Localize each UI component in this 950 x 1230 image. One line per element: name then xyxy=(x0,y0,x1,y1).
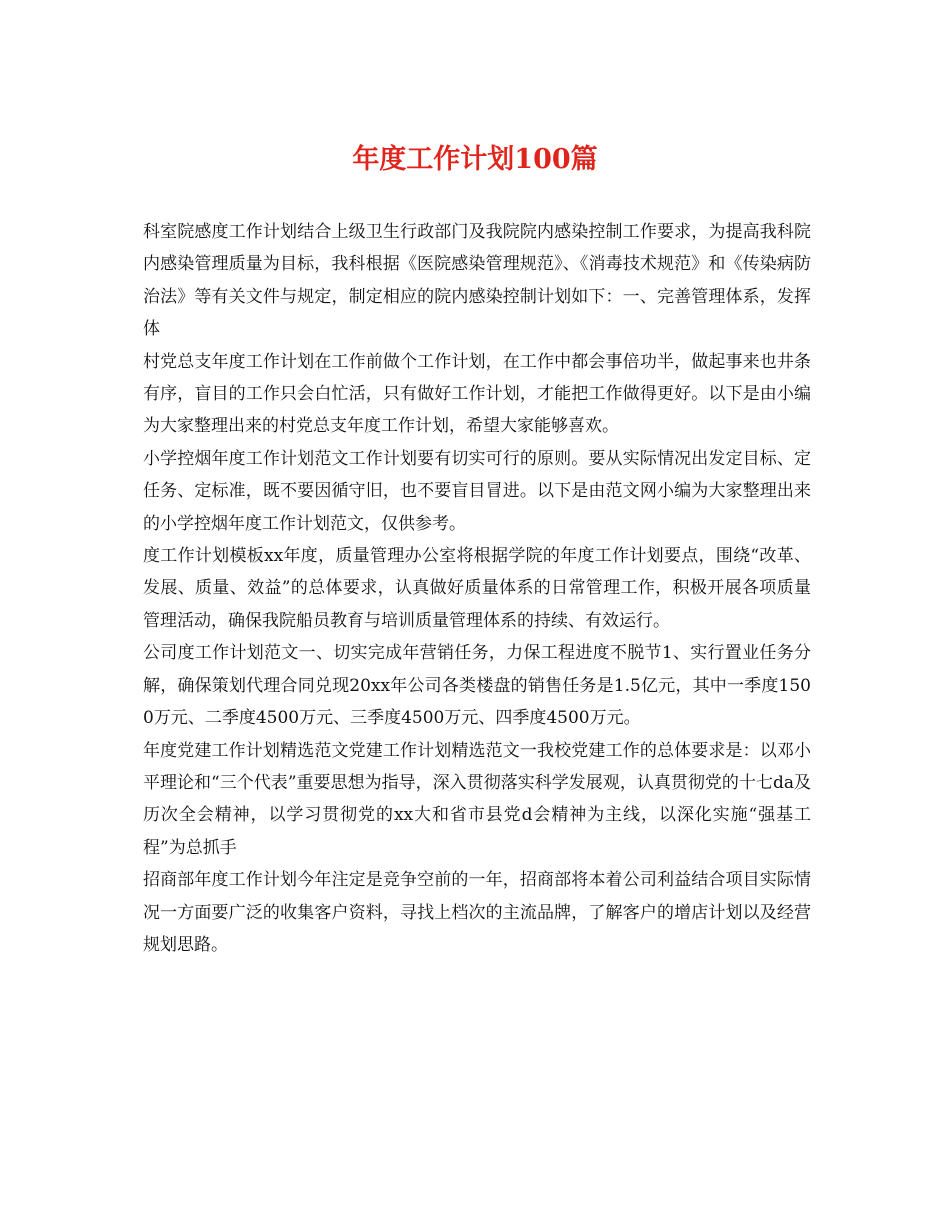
paragraph-investment-department-plan: 招商部年度工作计划今年注定是竞争空前的一年，招商部将本着公司利益结合项目实际情况一方面要广泛的收集客户资料，寻找上档次的主流品牌，了解客户的增店计划以及经营规划思路。 xyxy=(143,870,811,955)
document-title: 年度工作计划100篇 xyxy=(352,144,598,175)
paragraph-party-building-plan: 年度党建工作计划精选范文党建工作计划精选范文一我校党建工作的总体要求是：以邓小平理论和“三个代表”重要思想为指导，深入贯彻落实科学发展观，认真贯彻党的十七da及历次全会精神，以学习贯彻党的xx大和省市县党d会精神为主线，以深化实施“强基工程”为总抓手 xyxy=(143,740,811,858)
paragraph-hospital-infection-plan: 科室院感度工作计划结合上级卫生行政部门及我院院内感染控制工作要求，为提高我科院内感染管理质量为目标，我科根据《医院感染管理规范》、《消毒技术规范》和《传染病防治法》等有关文件与规定，制定相应的院内感染控制计划如下：一、完善管理体系，发挥体 xyxy=(143,222,811,340)
paragraph-company-sales-plan: 公司度工作计划范文一、切实完成年营销任务，力保工程进度不脱节1、实行置业任务分解，确保策划代理合同兑现20xx年公司各类楼盘的销售任务是1.5亿元，其中一季度1500万元、二季度4500万元、三季度4500万元、四季度4500万元。 xyxy=(143,643,811,729)
document-body xyxy=(143,216,811,961)
paragraph-quality-management-plan: 度工作计划模板xx年度，质量管理办公室将根据学院的年度工作计划要点，围绕“改革、发展、质量、效益”的总体要求，认真做好质量体系的日常管理工作，积极开展各项质量管理活动，确保我院船员教育与培训质量管理体系的持续、有效运行。 xyxy=(143,546,811,631)
paragraph-village-party-plan: 村党总支年度工作计划在工作前做个工作计划，在工作中都会事倍功半，做起事来也井条有序，盲目的工作只会白忙活，只有做好工作计划，才能把工作做得更好。以下是由小编为大家整理出来的村党总支年度工作计划，希望大家能够喜欢。 xyxy=(143,351,811,437)
paragraph-school-smoking-control-plan: 小学控烟年度工作计划范文工作计划要有切实可行的原则。要从实际情况出发定目标、定任务、定标准，既不要因循守旧，也不要盲目冒进。以下是由范文网小编为大家整理出来的小学控烟年度工作计划范文，仅供参考。 xyxy=(143,448,811,534)
